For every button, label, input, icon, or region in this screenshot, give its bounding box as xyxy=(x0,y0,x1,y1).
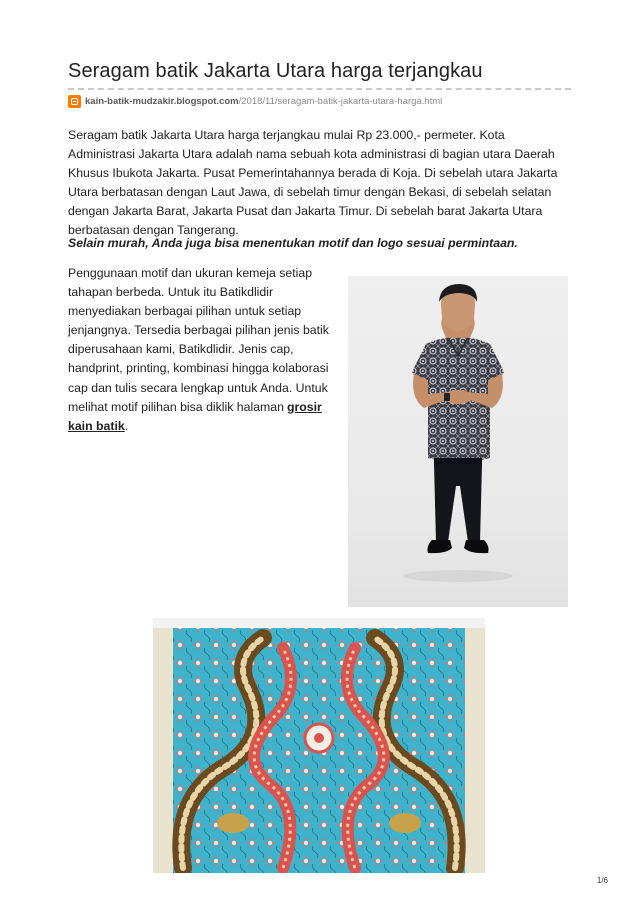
intro-paragraph: Seragam batik Jakarta Utara harga terjangkau mulai Rp 23.000,- permeter. Kota Administrasi Jakarta Utara adalah nama sebuah kota administrasi di bagian utara Daerah Khusus Ibukota Jakarta. Pusat Pemerintahannya berada di Koja. Di sebelah utara Jakarta Utara berbatasan dengan Laut Jawa, di sebelah timur dengan Bekasi, di sebelah selatan dengan Jakarta Barat, Jakarta Pusat dan Jakarta Timur. Di sebelah barat Jakarta Utara berbatasan dengan Tangerang. xyxy=(68,128,558,238)
grosir-kain-batik-link[interactable]: grosir kain batik xyxy=(68,399,322,433)
article-title: Seragam batik Jakarta Utara harga terjangkau xyxy=(68,60,483,82)
model-illustration xyxy=(348,276,568,607)
source-url[interactable] xyxy=(68,94,442,108)
batik-fabric-illustration xyxy=(153,618,485,873)
highlight-paragraph: Selain murah, Anda juga bisa menentukan motif dan logo sesuai permintaan. xyxy=(68,236,518,250)
batik-shirt-model-photo xyxy=(348,276,568,607)
body-text: Penggunaan motif dan ukuran kemeja setiap tahapan berbeda. Untuk itu Batikdlidir menyediakan berbagai pilihan untuk setiap jenjangnya. Tersedia berbagai pilihan jenis batik diperusahaan kami, Batikdlidir. Jenis cap, handprint, printing, kombinasi hingga kolaborasi cap dan tulis secara lengkap untuk Anda. Untuk melihat motif pilihan bisa diklik halaman xyxy=(68,266,329,414)
batik-fabric-photo xyxy=(153,618,485,873)
source-path[interactable]: /2018/11/seragam-batik-jakarta-utara-harga.html xyxy=(238,95,443,107)
blogger-icon xyxy=(68,95,81,108)
source-domain[interactable]: kain-batik-mudzakir.blogspot.com xyxy=(85,95,239,107)
title-divider xyxy=(68,88,571,90)
link-suffix: . xyxy=(124,418,129,433)
page-number: 1/6 xyxy=(596,876,608,885)
body-paragraph xyxy=(68,264,338,436)
